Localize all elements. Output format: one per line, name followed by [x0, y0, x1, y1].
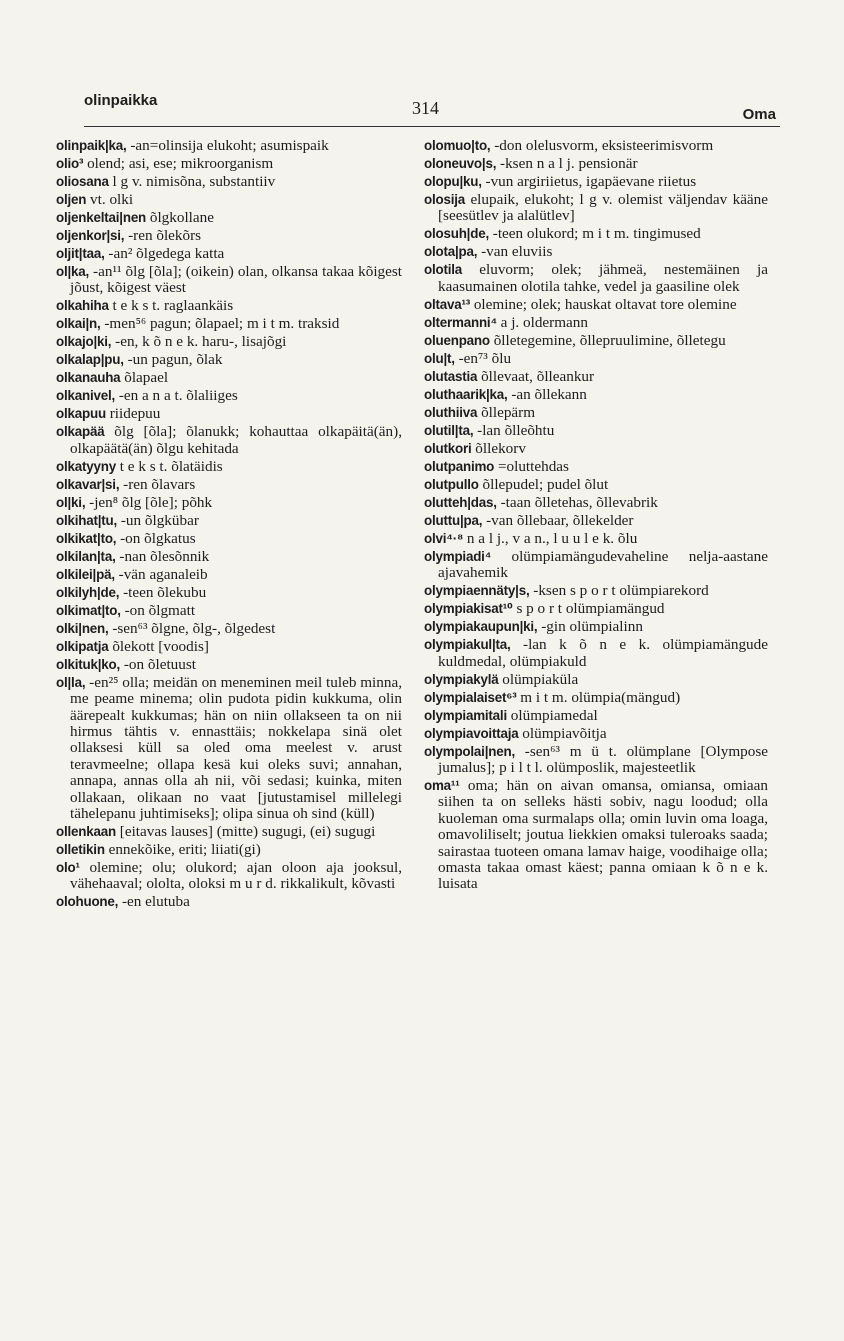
entry-definition: -en, k õ n e k. haru-, lisajõgi: [115, 333, 287, 351]
entry-headword: olu|t,: [424, 350, 455, 366]
page-number: 314: [412, 98, 439, 118]
entry-headword: olympiakylä: [424, 671, 499, 687]
entry-definition: -an õllekann: [511, 385, 587, 403]
entry-definition: -en a n a t. õlaliiges: [118, 387, 238, 405]
entry-headword: oljen: [56, 192, 87, 207]
dictionary-entry: [424, 708, 768, 724]
dictionary-entry: [56, 549, 402, 565]
dictionary-entry: [424, 531, 768, 547]
entry-headword: olkimat|to,: [56, 602, 121, 618]
entry-headword: olki|nen,: [56, 620, 109, 636]
entry-definition: a j. oldermann: [500, 313, 588, 331]
dictionary-entry: [56, 370, 402, 386]
entry-headword: oloneuvo|s,: [424, 156, 497, 171]
entry-headword: olkai|n,: [56, 316, 101, 332]
dictionary-entry: [56, 567, 402, 583]
entry-headword: olota|pa,: [424, 244, 478, 260]
entry-headword: olvi⁴·⁸: [424, 530, 464, 546]
entry-definition: -en⁷³ õlu: [458, 349, 512, 367]
entry-headword: olkajo|ki,: [56, 334, 112, 350]
dictionary-entry: [56, 459, 402, 475]
entry-headword: oljenkeltai|nen: [56, 210, 147, 225]
entry-definition: olemine; olek; hauskat oltavat tore olemine: [473, 295, 737, 313]
entry-headword: olutpullo: [424, 476, 479, 492]
entry-headword: olo¹: [56, 860, 80, 876]
dictionary-entry: [56, 264, 402, 297]
dictionary-entry: [56, 388, 402, 404]
entry-definition: õlekott [voodis]: [112, 637, 209, 655]
entry-definition: -van õllebaar, õllekelder: [486, 511, 634, 529]
entry-headword: olkihat|tu,: [56, 512, 118, 528]
entry-definition: -on õletuust: [123, 655, 196, 673]
dictionary-entry: [56, 842, 402, 858]
dictionary-entry: [424, 637, 768, 670]
entry-headword: ol|la,: [56, 674, 86, 690]
entry-headword: olkalap|pu,: [56, 352, 124, 368]
entry-definition: riidepuu: [109, 405, 161, 423]
entry-definition: -taan õlletehas, õllevabrik: [500, 493, 658, 511]
entry-definition: m i t m. olümpia(mängud): [520, 688, 681, 706]
entry-headword: olympiavoittaja: [424, 725, 519, 741]
entry-definition: -en elutuba: [121, 893, 190, 911]
dictionary-entry: [424, 405, 768, 421]
dictionary-entry: [424, 726, 768, 742]
dictionary-entry: [56, 621, 402, 637]
dictionary-entry: [56, 138, 402, 154]
entry-headword: oluthaarik|ka,: [424, 386, 508, 402]
entry-definition: elupaik, elukoht; l g v. olemist väljendav kääne [seesütlev ja alalütlev]: [438, 191, 769, 225]
entry-definition: -don olelusvorm, eksisteerimisvorm: [494, 137, 714, 154]
entry-headword: olutil|ta,: [424, 422, 474, 438]
entry-definition: olümpiavõitja: [522, 724, 607, 742]
dictionary-entry: [56, 228, 402, 244]
dictionary-entry: [424, 778, 768, 893]
dictionary-entry: [424, 138, 768, 154]
dictionary-entry: [424, 192, 768, 225]
entry-headword: oltava¹³: [424, 296, 471, 312]
entry-headword: olkilyh|de,: [56, 584, 120, 600]
right-column: [424, 138, 768, 894]
entry-headword: olotila: [424, 262, 463, 278]
entry-definition: -un õlgkübar: [120, 511, 199, 529]
entry-definition: õlgkollane: [149, 209, 214, 226]
dictionary-entry: [56, 246, 402, 262]
entry-headword: olutastia: [424, 368, 478, 384]
entry-definition: =oluttehdas: [497, 457, 569, 475]
entry-headword: ollenkaan: [56, 824, 116, 840]
dictionary-entry: [424, 333, 768, 349]
entry-definition: -van eluviis: [481, 243, 553, 261]
entry-definition: -lan õlleõhtu: [477, 421, 555, 439]
dictionary-entry: [424, 387, 768, 403]
dictionary-entry: [56, 894, 402, 910]
entry-definition: -teen õlekubu: [123, 583, 207, 601]
entry-headword: oluenpano: [424, 332, 490, 348]
dictionary-entry: [424, 513, 768, 529]
dictionary-entry: [56, 657, 402, 673]
dictionary-entry: [424, 226, 768, 242]
entry-definition: õllevaat, õlleankur: [481, 367, 595, 385]
dictionary-entry: [424, 441, 768, 457]
entry-definition: -en²⁵ olla; meidän on meneminen meil tuleb minna, me peame minema; olin pudota pidin kukkuma, olin äärepealt kukkumas; hän on niin ollakseen ta on nii hirmus tähtis v. ennasttäis; nokkelapa sinä olet ollaksesi küll sa oled oma meelest v. arust teravmeelne; ollapa kesä kui oleks suvi; annahan, annapa, annas olla ah nii, või sedasi; kuinka, miten ollakaan, olikaan no vaat [jutustamisel millelegi tähelepanu juhtimiseks]; olipa sinua oh sind (küll): [70, 673, 403, 823]
entry-definition: oma; hän on aivan omansa, omiansa, omiaan siihen ta on selleks hästi sobiv, nagu loodud; olla kuoleman oma surmalaps olla; omin luvin oma loaga, omavoliliselt; joutua liekkien omaksi tuleroaks saada; sairastaa tuoteen omana lamav haige, voodihaige olla; omasta takaa omast käest; panna omiaan k õ n e k. luisata: [438, 777, 769, 893]
dictionary-entry: [424, 262, 768, 295]
entry-headword: olosija: [424, 192, 466, 207]
dictionary-entry: [424, 156, 768, 172]
entry-definition: õllepärm: [481, 403, 536, 421]
dictionary-entry: [56, 585, 402, 601]
entry-definition: -ren õlekõrs: [128, 227, 202, 244]
entry-headword: olohuone,: [56, 894, 119, 910]
dictionary-entry: [56, 477, 402, 493]
entry-definition: -on õlgmatt: [124, 601, 196, 619]
entry-headword: olosuh|de,: [424, 226, 489, 242]
dictionary-entry: [56, 406, 402, 422]
left-column: [56, 138, 402, 912]
dictionary-entry: [424, 672, 768, 688]
entry-definition: [eitavas lauses] (mitte) sugugi, (ei) sugugi: [119, 823, 376, 841]
header-rule: [84, 126, 780, 127]
entry-definition: -vän aganaleib: [118, 565, 208, 583]
entry-definition: -sen⁶³ m ü t. olümplane [Olympose jumalus]; p i l t l. olümposlik, majesteetlik: [438, 742, 768, 777]
dictionary-entry: [424, 583, 768, 599]
entry-headword: olopu|ku,: [424, 174, 482, 189]
entry-headword: olympiakisat¹⁰: [424, 601, 513, 617]
entry-definition: ennekõike, eriti; liiati(gi): [108, 841, 261, 859]
dictionary-entry: [424, 315, 768, 331]
entry-headword: olkituk|ko,: [56, 656, 121, 672]
entry-headword: olkavar|si,: [56, 476, 120, 492]
dictionary-entry: [56, 675, 402, 823]
dictionary-entry: [56, 639, 402, 655]
entry-headword: olio³: [56, 156, 84, 171]
dictionary-entry: [424, 369, 768, 385]
entry-headword: olkanivel,: [56, 388, 116, 404]
entry-definition: -an=olinsija elukoht; asumispaik: [130, 137, 329, 154]
entry-definition: olümpiaküla: [502, 670, 579, 688]
entry-definition: õlletegemine, õllepruulimine, õlletegu: [493, 331, 726, 349]
dictionary-entry: [56, 495, 402, 511]
entry-headword: olkilei|pä,: [56, 566, 115, 582]
entry-definition: -vun argiriietus, igapäevane riietus: [485, 173, 697, 190]
entry-headword: olkahiha: [56, 298, 109, 314]
entry-headword: oljenkor|si,: [56, 228, 125, 243]
dictionary-entry: [424, 297, 768, 313]
entry-headword: olympiakaupun|ki,: [424, 619, 538, 635]
dictionary-entry: [424, 549, 768, 582]
dictionary-entry: [56, 860, 402, 893]
entry-definition: -men⁵⁶ pagun; õlapael; m i t m. traksid: [104, 315, 340, 333]
dictionary-entry: [56, 513, 402, 529]
entry-headword: olkapää: [56, 424, 105, 440]
dictionary-entry: [424, 423, 768, 439]
dictionary-entry: [56, 210, 402, 226]
entry-definition: olümpiamedal: [510, 706, 598, 724]
entry-definition: eluvorm; olek; jähmeä, nestemäinen ja kaasumainen olotila tahke, vedel ja gaasiline olek: [438, 261, 768, 295]
dictionary-entry: [56, 334, 402, 350]
dictionary-entry: [424, 744, 768, 777]
dictionary-entry: [56, 824, 402, 840]
entry-headword: olympiamitali: [424, 707, 507, 723]
entry-headword: oliosana: [56, 174, 109, 189]
entry-headword: olomuo|to,: [424, 138, 491, 153]
entry-headword: ol|ka,: [56, 264, 90, 279]
dictionary-entry: [56, 531, 402, 547]
entry-headword: olkilan|ta,: [56, 548, 116, 564]
dictionary-entry: [424, 477, 768, 493]
dictionary-entry: [424, 174, 768, 190]
entry-headword: oljit|taa,: [56, 246, 105, 261]
entry-definition: õllepudel; pudel õlut: [482, 475, 609, 493]
entry-headword: olinpaik|ka,: [56, 138, 127, 153]
entry-definition: õlapael: [124, 369, 169, 387]
dictionary-entry: [424, 601, 768, 617]
entry-headword: olympialaiset⁶³: [424, 689, 517, 705]
dictionary-entry: [56, 192, 402, 208]
dictionary-entry: [56, 174, 402, 190]
dictionary-entry: [56, 316, 402, 332]
entry-definition: -jen⁸ õlg [õle]; põhk: [89, 493, 213, 511]
entry-headword: oltermanni⁴: [424, 314, 497, 330]
entry-definition: t e k s t. raglaankäis: [112, 297, 234, 315]
dictionary-entry: [424, 244, 768, 260]
entry-headword: olletikin: [56, 842, 105, 858]
entry-headword: ol|ki,: [56, 494, 86, 510]
entry-definition: olümpiamängudevaheline nelja-aastane ajavahemik: [438, 547, 768, 582]
entry-definition: õllekorv: [475, 439, 526, 457]
dictionary-entry: [424, 495, 768, 511]
entry-definition: vt. olki: [90, 191, 134, 208]
entry-definition: n a l j., v a n., l u u l e k. õlu: [466, 529, 638, 547]
entry-definition: -teen olukord; m i t m. tingimused: [492, 225, 701, 243]
entry-headword: olkatyyny: [56, 458, 116, 474]
entry-headword: olkikat|to,: [56, 530, 117, 546]
entry-headword: olutpanimo: [424, 458, 495, 474]
dictionary-entry: [56, 603, 402, 619]
entry-definition: -nan õlesõnnik: [119, 547, 210, 565]
entry-headword: olkipatja: [56, 638, 109, 654]
entry-definition: -sen⁶³ õlgne, õlg-, õlgedest: [112, 619, 276, 637]
entry-headword: olutteh|das,: [424, 494, 497, 510]
dictionary-entry: [56, 156, 402, 172]
dictionary-entry: [56, 298, 402, 314]
entry-headword: olympiadi⁴: [424, 548, 492, 564]
entry-definition: l g v. nimisõna, substantiiv: [112, 173, 276, 190]
entry-definition: olend; asi, ese; mikroorganism: [87, 155, 274, 172]
entry-definition: t e k s t. õlatäidis: [119, 457, 223, 475]
entry-definition: olemine; olu; olukord; ajan oloon aja jooksul, vähehaaval; ololta, oloksi m u r d. rikkalikult, kõvasti: [70, 859, 402, 893]
entry-definition: -ksen n a l j. pensionär: [500, 155, 638, 172]
entry-headword: olympiakul|ta,: [424, 637, 511, 653]
dictionary-entry: [424, 619, 768, 635]
entry-headword: oma¹¹: [424, 778, 460, 794]
entry-headword: oluttu|pa,: [424, 512, 483, 528]
dictionary-entry: [56, 352, 402, 368]
entry-headword: olympiaennäty|s,: [424, 583, 530, 599]
entry-headword: olkapuu: [56, 406, 106, 422]
dictionary-entry: [56, 424, 402, 457]
entry-definition: -ren õlavars: [123, 475, 196, 493]
entry-headword: olympolai|nen,: [424, 743, 515, 759]
entry-definition: õlg [õla]; õlanukk; kohauttaa olkapäitä(än), olkapäätä(än) õlgu kehitada: [70, 423, 402, 457]
entry-headword: oluthiiva: [424, 404, 478, 420]
entry-definition: -gin olümpialinn: [541, 618, 643, 636]
entry-definition: -un pagun, õlak: [127, 351, 223, 369]
running-head-right: Oma: [742, 106, 776, 123]
dictionary-entry: [424, 459, 768, 475]
dictionary-entry: [424, 690, 768, 706]
entry-definition: -ksen s p o r t olümpiarekord: [533, 582, 709, 600]
dictionary-entry: [424, 351, 768, 367]
entry-definition: -an¹¹ õlg [õla]; (oikein) olan, olkansa takaa kõigest jõust, kõigest väest: [70, 263, 402, 297]
running-head-left: olinpaikka: [84, 92, 158, 109]
entry-definition: -lan k õ n e k. olümpiamängude kuldmedal, olümpiakuld: [438, 636, 768, 670]
entry-definition: -on õlgkatus: [120, 529, 196, 547]
entry-definition: -an² õlgedega katta: [108, 245, 225, 262]
entry-definition: s p o r t olümpiamängud: [516, 600, 665, 618]
entry-headword: olkanauha: [56, 370, 121, 386]
entry-headword: olutkori: [424, 440, 472, 456]
